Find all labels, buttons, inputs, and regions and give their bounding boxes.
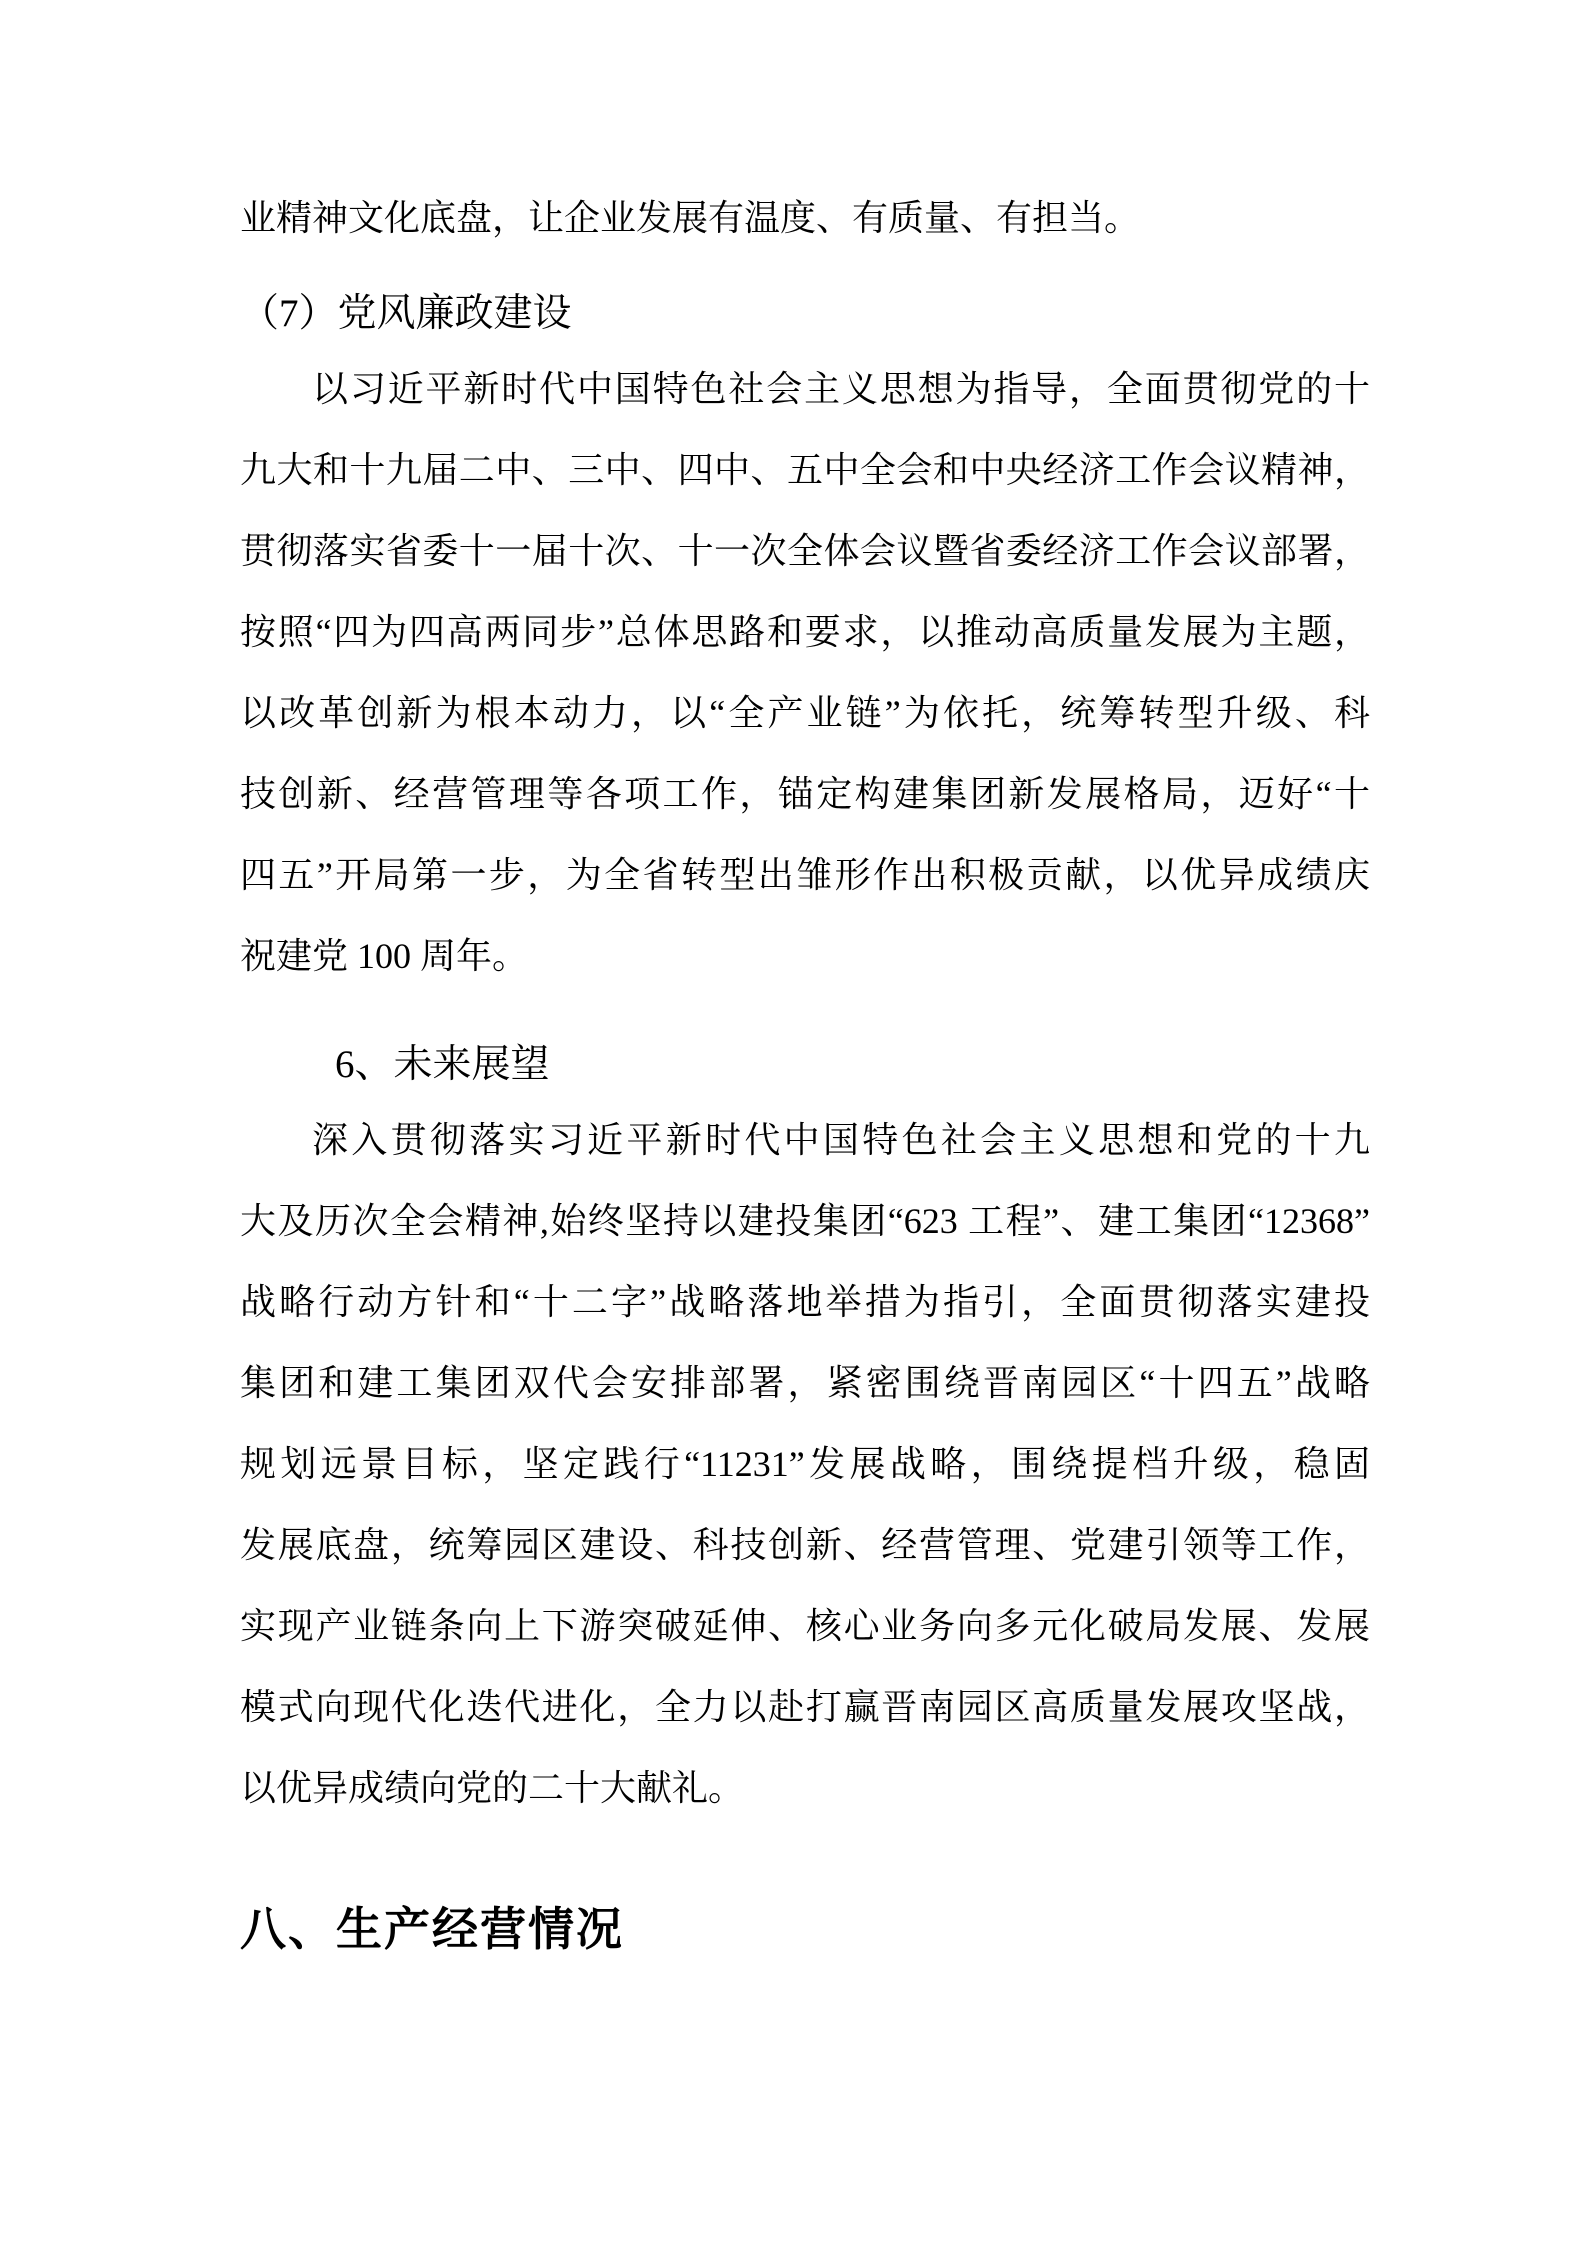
text-line: 规划远景目标，坚定践行“11231”发展战略，围绕提档升级，稳固 [240,1444,1370,1484]
text-line: 大及历次全会精神,始终坚持以建投集团“623 工程”、建工集团“12368” [240,1201,1370,1241]
text-line: 发展底盘，统筹园区建设、科技创新、经营管理、党建引领等工作， [240,1525,1370,1565]
text-line: 以优异成绩向党的二十大献礼。 [240,1768,745,1808]
text-line: 实现产业链条向上下游突破延伸、核心业务向多元化破局发展、发展 [240,1606,1370,1646]
text-line: 祝建党 100 周年。 [240,936,529,976]
document-body [240,178,1370,1970]
text-line: 以习近平新时代中国特色社会主义思想为指导，全面贯彻党的十 [312,369,1370,409]
text-line: 以改革创新为根本动力，以“全产业链”为依托，统筹转型升级、科 [240,693,1370,733]
heading-future-outlook: 6、未来展望 [335,1043,550,1086]
text-line: 九大和十九届二中、三中、四中、五中全会和中央经济工作会议精神， [240,450,1370,490]
heading-party-conduct: （7）党风廉政建设 [240,292,572,335]
text-line: 集团和建工集团双代会安排部署，紧密围绕晋南园区“十四五”战略 [240,1363,1370,1403]
text-line: 深入贯彻落实习近平新时代中国特色社会主义思想和党的十九 [312,1120,1370,1160]
heading-production-operations: 八、生产经营情况 [240,1903,624,1955]
text-line: 贯彻落实省委十一届十次、十一次全体会议暨省委经济工作会议部署， [240,531,1370,571]
text-line: 战略行动方针和“十二字”战略落地举措为指引，全面贯彻落实建投 [240,1282,1370,1322]
text-line: 技创新、经营管理等各项工作，锚定构建集团新发展格局，迈好“十 [240,774,1370,814]
text-line: 按照“四为四高两同步”总体思路和要求，以推动高质量发展为主题， [240,612,1370,652]
paragraph-continuation-line: 业精神文化底盘，让企业发展有温度、有质量、有担当。 [240,198,1141,238]
text-line: 模式向现代化迭代进化，全力以赴打赢晋南园区高质量发展攻坚战， [240,1687,1370,1727]
text-line: 四五”开局第一步，为全省转型出雏形作出积极贡献，以优异成绩庆 [240,855,1370,895]
